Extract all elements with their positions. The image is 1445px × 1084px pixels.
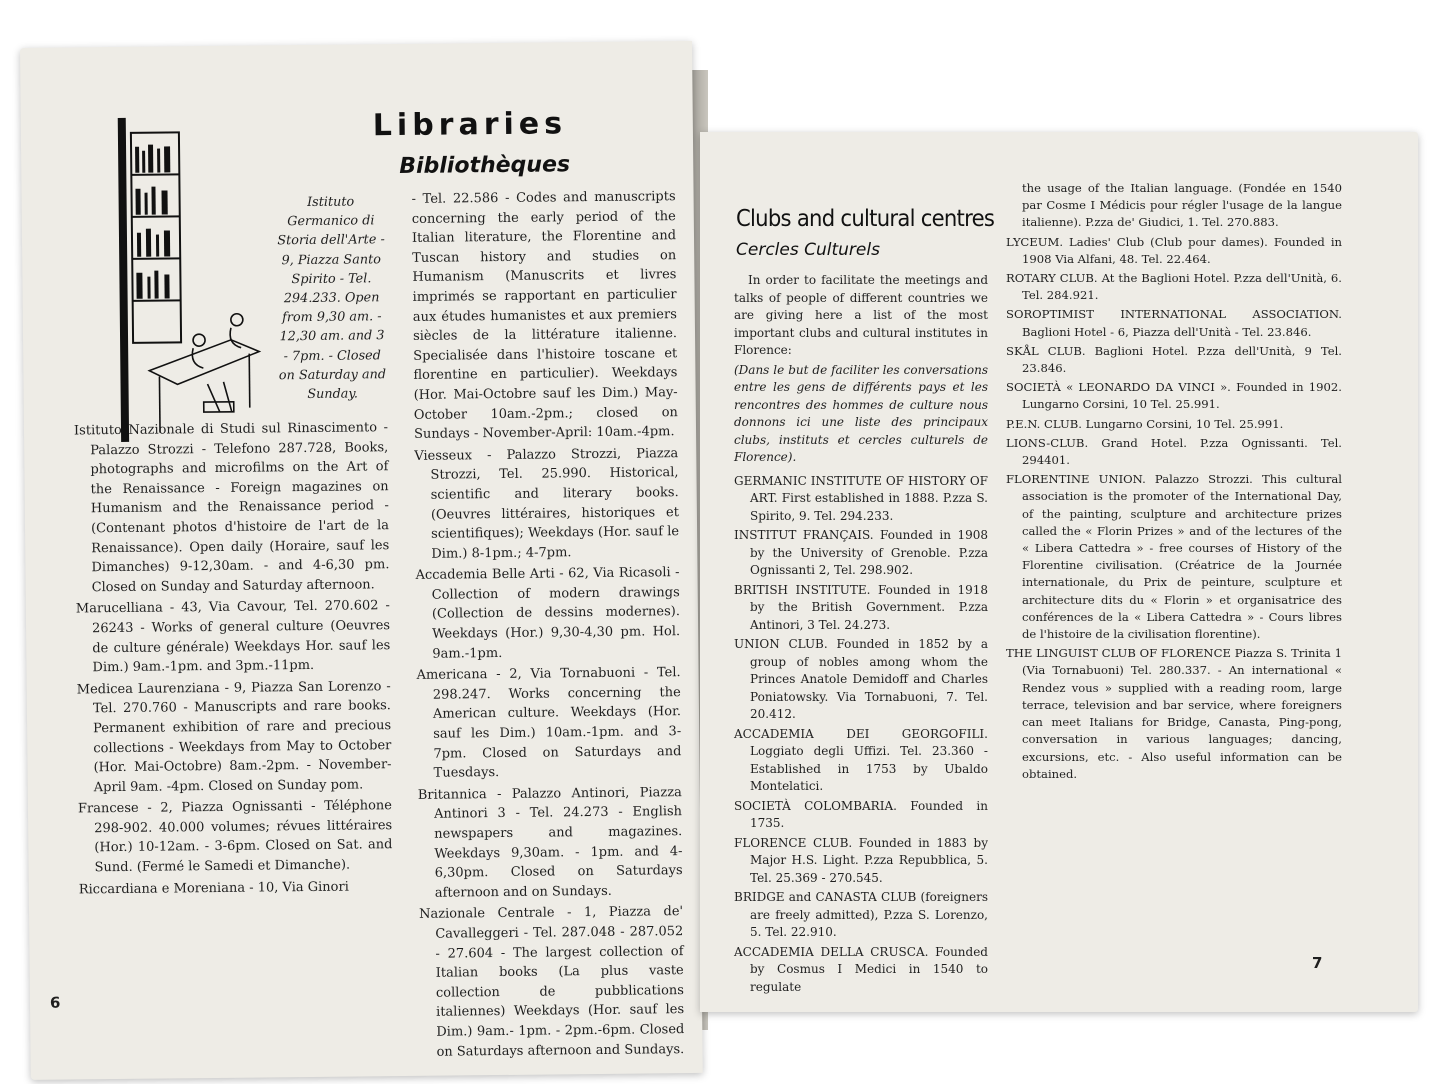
- list-item: ACCADEMIA DELLA CRUSCA. Founded by Cosmus I Medici in 1540 to regulate: [734, 944, 988, 994]
- list-item: Francese - 2, Piazza Ognissanti - Téléphone 298-902. 40.000 volumes; révues littéraires (Hor.) 10-12am. - 3-6pm. Closed on Sat. and Sund. (Fermé le Samedi et Dimanche).: [77, 798, 393, 876]
- clubs-column-2: [1006, 180, 1342, 785]
- list-item: P.E.N. CLUB. Lungarno Corsini, 10 Tel. 25.991.: [1006, 416, 1284, 431]
- left-page: [20, 41, 703, 1080]
- list-item: FLORENTINE UNION. Palazzo Strozzi. This cultural association is the promoter of the International Day, of the painting, sculpture and architecture prizes called the « Florin Prizes » and of the lectures of the « Libera Cattedra » - free courses of History of the Florentine civilisation. (Créatrice de la Journée internationale, du Prix de peinture, sculpture et architecture dits du « Florin » et organisatrice des conférences de la « Libera Cattedra » - Cours libres de l'histoire de la civilisation florentine).: [1006, 472, 1342, 642]
- list-item: Americana - 2, Via Tornabuoni - Tel. 298.247. Works concerning the American culture. Weekdays (Hor. sauf les Dim.) 10am.-1pm. and 3-7pm. Closed on Saturdays and Tuesdays.: [416, 665, 682, 781]
- list-item: BRITISH INSTITUTE. Founded in 1918 by the British Government. P.zza Antinori, 3 Tel. 24.273.: [734, 582, 988, 632]
- libraries-column-1-top: [276, 192, 388, 404]
- list-item: Viesseux - Palazzo Strozzi, Piazza Strozzi, Tel. 25.990. Historical, scientific and literary books. (Oeuvres littéraires, historiques et scientifiques); Weekdays (Hor. sauf le Dim.) 8-1pm.; 4-7pm.: [414, 445, 680, 562]
- list-item: ACCADEMIA DEI GEORGOFILI. Loggiato degli Uffizi. Tel. 23.360 - Established in 1753 by Ubaldo Montelatici.: [734, 726, 988, 793]
- list-item: THE LINGUIST CLUB OF FLORENCE Piazza S. Trinita 1 (Via Tornabuoni) Tel. 280.337. - An international « Rendez vous » supplied with a reading room, large terrace, television and bar service, where foreigners can meet Italians for Bridge, Canasta, Ping-pong, conversation in various languages; dancing, excursions, etc. - Also useful information can be obtained.: [1006, 646, 1342, 781]
- list-item: LYCEUM. Ladies' Club (Club pour dames). Founded in 1908 Via Alfani, 48. Tel. 22.464.: [1006, 234, 1342, 266]
- right-page: [700, 132, 1418, 1012]
- list-item: Istituto Nazionale di Studi sul Rinascimento - Palazzo Strozzi - Telefono 287.728, Books, photographs and microfilms on the Art of the Renaissance - Foreign magazines on Humanism and the Renaissance period - (Contenant photos d'histoire de l'art de la Renaissance). Open daily (Horaire, sauf les Dimanches) 9-12,30am. - and 4-6,30 pm. Closed on Sunday and Saturday afternoon.: [73, 420, 390, 596]
- list-item: SOCIETÀ COLOMBARIA. Founded in 1735.: [734, 798, 988, 830]
- list-item: Accademia Belle Arti - 62, Via Ricasoli - Collection of modern drawings (Collection de dessins modernes). Weekdays (Hor.) 9,30-4,30 pm. Hol. 9am.-1pm.: [415, 565, 681, 662]
- list-item: Britannica - Palazzo Antinori, Piazza Antinori 3 - Tel. 24.273 - English newspapers and magazines. Weekdays 9,30am. - 1pm. and 4-6,30pm. Closed on Saturdays afternoon and on Sundays.: [417, 784, 683, 901]
- page-number: 7: [1312, 954, 1323, 972]
- list-item: SOROPTIMIST INTERNATIONAL ASSOCIATION. Baglioni Hotel - 6, Piazza dell'Unità - Tel. 23.846.: [1006, 307, 1342, 339]
- page-title: Libraries: [372, 106, 568, 144]
- libraries-column-2: [412, 187, 685, 1064]
- list-item: the usage of the Italian language. (Fondée en 1540 par Cosme I Médicis pour régler l'usage de la langue italienne). P.zza de' Giudici, 1. Tel. 270.883.: [1022, 181, 1342, 230]
- list-item: FLORENCE CLUB. Founded in 1883 by Major H.S. Light. P.zza Repubblica, 5. Tel. 25.369 - 270.545.: [734, 835, 988, 885]
- list-item: SOCIETÀ « LEONARDO DA VINCI ». Founded in 1902. Lungarno Corsini, 10 Tel. 25.991.: [1006, 380, 1342, 412]
- list-item: GERMANIC INSTITUTE OF HISTORY OF ART. First established in 1888. P.zza S. Spirito, 9. Tel. 294.233.: [734, 473, 988, 523]
- page-subtitle: Cercles Culturels: [736, 240, 880, 260]
- list-item: Nazionale Centrale - 1, Piazza de' Cavalleggeri - Tel. 287.048 - 287.052 - 27.604 - The largest collection of Italian books (La plus vaste collection de pubblications italiennes) Weekdays (Hor. sauf les Dim.) 9am.- 1pm. - 2pm.-6pm. Closed on Saturdays afternoon and Sundays.: [419, 904, 685, 1060]
- list-item: LIONS-CLUB. Grand Hotel. P.zza Ognissanti. Tel. 294401.: [1006, 435, 1342, 468]
- list-item: BRIDGE and CANASTA CLUB (foreigners are freely admitted), P.zza S. Lorenzo, 5. Tel. 22.910.: [734, 890, 988, 939]
- intro-text-french: (Dans le but de faciliter les conversations entre les gens de différents pays et les rencontres des hommes de culture nous donnons ici une liste des principaux clubs, instituts et cercles culturels de Florence).: [734, 362, 988, 464]
- page-number: 6: [49, 993, 61, 1012]
- libraries-column-1: [74, 418, 393, 902]
- list-item: UNION CLUB. Founded in 1852 by a group of nobles among whom the Princes Anatole Demidoff and Charles Poniatowsky. Via Tornabuoni, 7. Tel. 20.412.: [734, 637, 988, 721]
- list-item: Medicea Laurenziana - 9, Piazza San Lorenzo - Tel. 270.760 - Manuscripts and rare books. Permanent exhibition of rare and precious collections - Weekdays from May to October (Hor. Mai-Octobre) 8am.-2pm. - November-April 9am. -4pm. Closed on Sunday pom.: [76, 678, 392, 795]
- list-item: Riccardiana e Moreniana - 10, Via Ginori: [78, 879, 349, 898]
- page-title: Clubs and cultural centres: [736, 206, 995, 232]
- list-item: SKÅL CLUB. Baglioni Hotel. P.zza dell'Unità, 9 Tel. 23.846.: [1006, 343, 1342, 376]
- list-item: - Tel. 22.586 - Codes and manuscripts concerning the early period of the Italian literature, the Florentine and Tuscan history and studies on Humanism (Manuscrits et livres imprimés se rapportant en particulier aux études humanistes et aux premiers siècles de la littérature italienne. Specialisée dans l'histoire toscane et florentine en particulier). Weekdays (Hor. Mai-Octobre sauf les Dim.) May-October 10am.-2pm.; closed on Sundays - November-April: 10am.-4pm.: [411, 189, 678, 443]
- list-item: Marucelliana - 43, Via Cavour, Tel. 270.602 - 26243 - Works of general culture (Oeuvres de culture générale) Weekdays Hor. sauf les Dim.) 9am.-1pm. and 3pm.-11pm.: [75, 598, 391, 676]
- list-item: ROTARY CLUB. At the Baglioni Hotel. P.zza dell'Unità, 6. Tel. 284.921.: [1006, 271, 1342, 303]
- list-item: INSTITUT FRANÇAIS. Founded in 1908 by the University of Grenoble. P.zza Ognissanti 2, Tel. 298.902.: [734, 528, 988, 577]
- list-item: Istituto Germanico di Storia dell'Arte - 9, Piazza Santo Spirito - Tel. 294.233. Open from 9,30 am. - 12,30 am. and 3 - 7pm. - Closed on Saturday and Sunday.: [277, 194, 387, 403]
- intro-text: In order to facilitate the meetings and talks of people of different countries we are giving here a list of the most important clubs and cultural institutes in Florence:: [734, 273, 988, 357]
- clubs-column-1: [734, 272, 988, 998]
- page-subtitle: Bibliothèques: [399, 152, 571, 180]
- library-reading-room-drawing-icon: [117, 112, 262, 443]
